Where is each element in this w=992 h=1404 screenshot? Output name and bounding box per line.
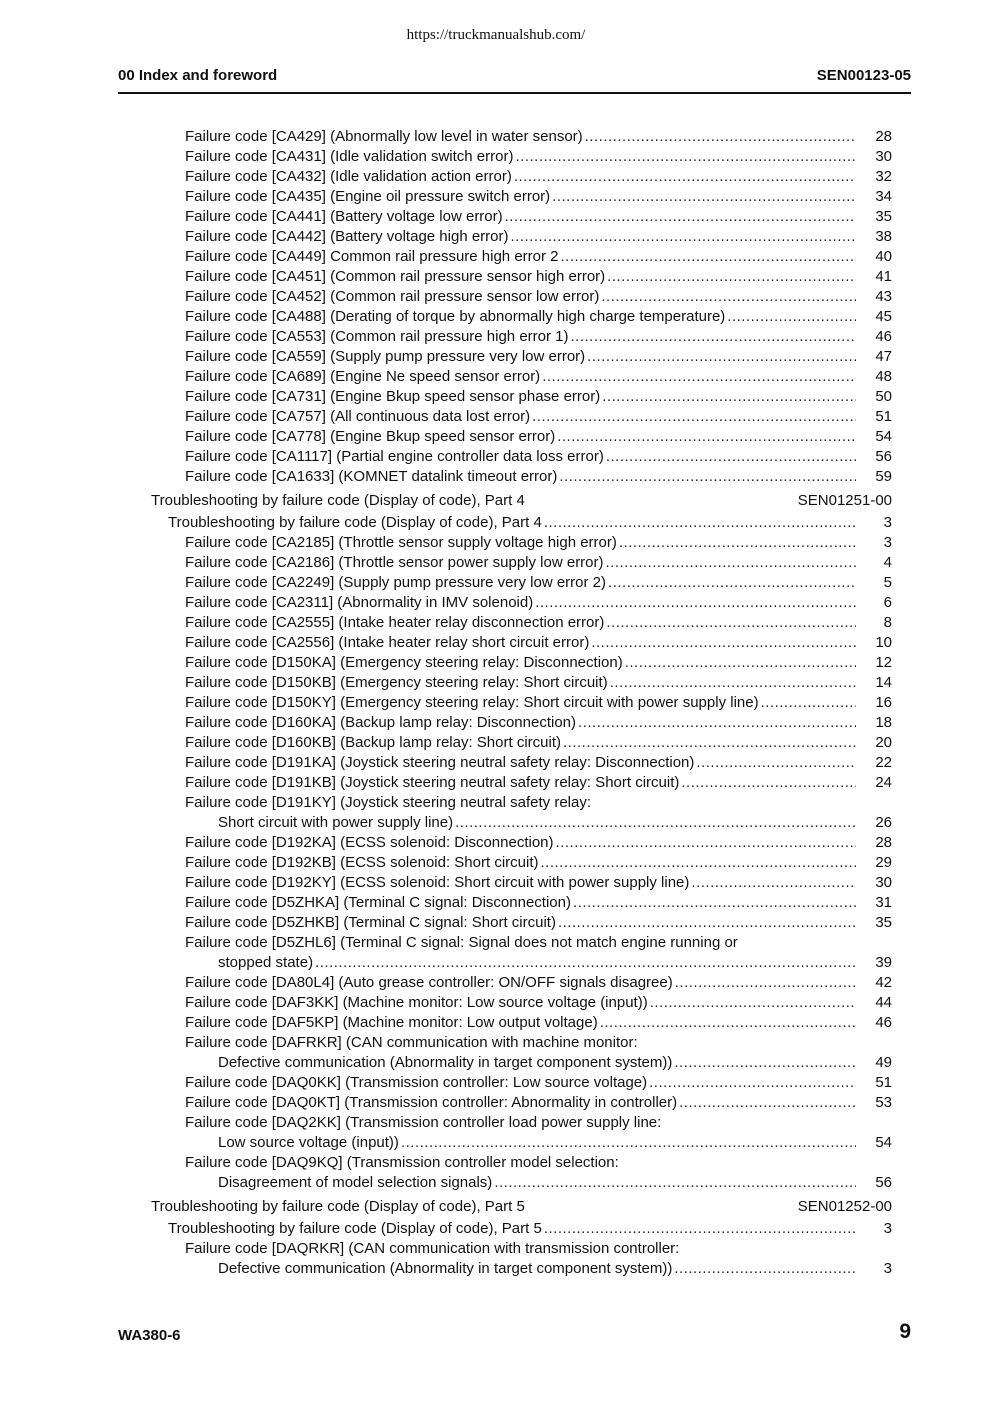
toc-entry[interactable] — [0, 693, 992, 713]
toc-entry-page: 20 — [875, 734, 892, 751]
toc-entry-page: 41 — [875, 268, 892, 285]
toc-entry-title: Failure code [DAQ0KT] (Transmission controller: Abnormality in controller) — [185, 1094, 678, 1111]
toc-entry[interactable] — [0, 833, 992, 853]
toc-entry[interactable] — [0, 633, 992, 653]
toc-entry-title: Failure code [D192KB] (ECSS solenoid: Short circuit) — [185, 854, 539, 871]
toc-entry-page: 54 — [875, 1134, 892, 1151]
source-url: https://truckmanualshub.com/ — [406, 27, 586, 43]
dot-leader — [606, 613, 856, 633]
toc-entry-title: Failure code [DAQRKR] (CAN communication with transmission controller: — [185, 1240, 680, 1257]
toc-entry[interactable] — [0, 287, 992, 307]
toc-entry-title: Failure code [DAF3KK] (Machine monitor: Low source voltage (input)) — [185, 994, 648, 1011]
toc-entry-title: Failure code [D191KA] (Joystick steering neutral safety relay: Disconnection) — [185, 754, 695, 771]
toc-entry[interactable] — [0, 533, 992, 553]
toc-entry-page: 30 — [875, 874, 892, 891]
dot-leader — [761, 693, 856, 713]
toc-entry-page: 53 — [875, 1094, 892, 1111]
toc-entry-page: 59 — [875, 468, 892, 485]
dot-leader — [587, 347, 856, 367]
toc-entry[interactable] — [0, 813, 992, 833]
toc-entry-page: 14 — [875, 674, 892, 691]
toc-entry-title: Failure code [CA451] (Common rail pressure sensor high error) — [185, 268, 606, 285]
toc-entry-title: Failure code [CA441] (Battery voltage low error) — [185, 208, 503, 225]
toc-entry-page: 10 — [875, 634, 892, 651]
toc-entry-page: 8 — [883, 614, 892, 631]
toc-entry-title: Failure code [D150KB] (Emergency steering relay: Short circuit) — [185, 674, 608, 691]
toc-section-entry[interactable] — [0, 1195, 992, 1219]
toc-entry[interactable] — [0, 387, 992, 407]
dot-leader — [674, 1053, 856, 1073]
toc-entry[interactable] — [0, 1033, 992, 1053]
dot-leader — [578, 713, 856, 733]
toc-entry-page: 38 — [875, 228, 892, 245]
toc-entry-title: stopped state) — [218, 954, 314, 971]
header-rule — [118, 92, 911, 94]
toc-entry-page: 5 — [883, 574, 892, 591]
dot-leader — [607, 267, 856, 287]
toc-entry-title: Failure code [CA449] Common rail pressure high error 2 — [185, 248, 559, 265]
toc-entry-page: 3 — [883, 1220, 892, 1237]
toc-entry-page: 18 — [875, 714, 892, 731]
toc-entry[interactable] — [0, 1133, 992, 1153]
toc-entry-title: Failure code [D5ZHKB] (Terminal C signal: Short circuit) — [185, 914, 556, 931]
toc-entry[interactable] — [0, 573, 992, 593]
toc-entry-page: 35 — [875, 208, 892, 225]
toc-entry-title: Troubleshooting by failure code (Display of code), Part 4 — [168, 514, 542, 531]
toc-entry[interactable] — [0, 1259, 992, 1279]
toc-entry-page: 28 — [875, 128, 892, 145]
dot-leader — [650, 993, 856, 1013]
toc-entry-title: Failure code [D191KB] (Joystick steering neutral safety relay: Short circuit) — [185, 774, 680, 791]
toc-entry-title: Troubleshooting by failure code (Display of code), Part 5 — [168, 1220, 542, 1237]
toc-entry-page: 42 — [875, 974, 892, 991]
toc-entry-title: Failure code [CA435] (Engine oil pressure switch error) — [185, 188, 551, 205]
toc-entry[interactable] — [0, 713, 992, 733]
dot-leader — [557, 427, 856, 447]
dot-leader — [515, 147, 856, 167]
toc-entry-title: Failure code [D160KB] (Backup lamp relay: Short circuit) — [185, 734, 561, 751]
dot-leader — [591, 633, 856, 653]
dot-leader — [675, 973, 856, 993]
toc-entry-page: 56 — [875, 1174, 892, 1191]
dot-leader — [610, 673, 856, 693]
toc-entry[interactable] — [0, 993, 992, 1013]
dot-leader — [552, 187, 856, 207]
toc-entry[interactable] — [0, 347, 992, 367]
dot-leader — [674, 1259, 856, 1279]
toc-entry-page: 12 — [875, 654, 892, 671]
toc-entry-title: Failure code [D192KA] (ECSS solenoid: Disconnection) — [185, 834, 554, 851]
toc-entry-title: Disagreement of model selection signals) — [218, 1174, 493, 1191]
dot-leader — [494, 1173, 856, 1193]
dot-leader — [505, 207, 856, 227]
dot-leader — [571, 327, 857, 347]
toc-entry[interactable] — [0, 327, 992, 347]
dot-leader — [625, 653, 856, 673]
toc-entry-page: 30 — [875, 148, 892, 165]
dot-leader — [608, 573, 856, 593]
toc-entry[interactable] — [0, 513, 992, 533]
dot-leader — [541, 853, 857, 873]
toc-entry-title: Failure code [CA431] (Idle validation switch error) — [185, 148, 514, 165]
toc-entry-title: Failure code [CA432] (Idle validation action error) — [185, 168, 512, 185]
toc-entry-title: Failure code [CA778] (Engine Bkup speed sensor error) — [185, 428, 556, 445]
toc-entry[interactable] — [0, 753, 992, 773]
dot-leader — [573, 893, 856, 913]
toc-entry[interactable] — [0, 673, 992, 693]
toc-entry-page: 45 — [875, 308, 892, 325]
dot-leader — [556, 833, 856, 853]
toc-entry-page: 3 — [883, 534, 892, 551]
toc-entry-page: 49 — [875, 1054, 892, 1071]
toc-entry-title: Failure code [CA2311] (Abnormality in IMV solenoid) — [185, 594, 534, 611]
toc-entry-doc-code: SEN01251-00 — [797, 492, 892, 509]
toc-entry-title: Failure code [CA2186] (Throttle sensor power supply low error) — [185, 554, 604, 571]
toc-entry[interactable] — [0, 773, 992, 793]
toc-entry[interactable] — [0, 207, 992, 227]
toc-entry-title: Defective communication (Abnormality in target component system)) — [218, 1054, 673, 1071]
toc-entry[interactable] — [0, 613, 992, 633]
toc-entry-doc-code: SEN01252-00 — [797, 1198, 892, 1215]
toc-entry-title: Failure code [D160KA] (Backup lamp relay: Disconnection) — [185, 714, 577, 731]
toc-entry-title: Failure code [DAQ9KQ] (Transmission controller model selection: — [185, 1154, 619, 1171]
toc-entry[interactable] — [0, 467, 992, 487]
toc-entry-title: Troubleshooting by failure code (Display of code), Part 5 — [151, 1198, 525, 1215]
dot-leader — [691, 873, 856, 893]
dot-leader — [455, 813, 856, 833]
toc-entry-page: 39 — [875, 954, 892, 971]
toc-entry-page: 16 — [875, 694, 892, 711]
toc-entry-title: Failure code [CA757] (All continuous data lost error) — [185, 408, 531, 425]
toc-entry[interactable] — [0, 167, 992, 187]
dot-leader — [535, 593, 856, 613]
dot-leader — [559, 467, 856, 487]
toc-entry-page: 40 — [875, 248, 892, 265]
toc-entry[interactable] — [0, 1073, 992, 1093]
dot-leader — [649, 1073, 856, 1093]
toc-entry-title: Failure code [CA731] (Engine Bkup speed sensor phase error) — [185, 388, 601, 405]
toc-entry-page: 56 — [875, 448, 892, 465]
toc-entry-page: 43 — [875, 288, 892, 305]
toc-entry[interactable] — [0, 873, 992, 893]
dot-leader — [401, 1133, 856, 1153]
table-of-contents — [0, 127, 992, 1279]
dot-leader — [544, 1219, 856, 1239]
dot-leader — [532, 407, 856, 427]
toc-entry[interactable] — [0, 1113, 992, 1133]
toc-entry[interactable] — [0, 447, 992, 467]
dot-leader — [681, 773, 856, 793]
toc-entry-title: Failure code [DAQ2KK] (Transmission controller load power supply line: — [185, 1114, 662, 1131]
dot-leader — [600, 1013, 856, 1033]
toc-entry-title: Defective communication (Abnormality in target component system)) — [218, 1260, 673, 1277]
dot-leader — [542, 367, 856, 387]
toc-entry-title: Failure code [CA442] (Battery voltage high error) — [185, 228, 509, 245]
toc-entry[interactable] — [0, 427, 992, 447]
toc-section-entry[interactable] — [0, 489, 992, 513]
toc-entry[interactable] — [0, 853, 992, 873]
toc-entry[interactable] — [0, 187, 992, 207]
toc-entry-title: Failure code [D191KY] (Joystick steering neutral safety relay: — [185, 794, 592, 811]
toc-entry-title: Failure code [D5ZHL6] (Terminal C signal: Signal does not match engine running or — [185, 934, 738, 951]
toc-entry[interactable] — [0, 1173, 992, 1193]
toc-entry-page: 54 — [875, 428, 892, 445]
machine-model: WA380-6 — [118, 1327, 181, 1344]
toc-entry-title: Troubleshooting by failure code (Display of code), Part 4 — [151, 492, 525, 509]
toc-entry-page: 3 — [883, 514, 892, 531]
toc-entry-title: Low source voltage (input)) — [218, 1134, 399, 1151]
toc-entry-title: Failure code [D192KY] (ECSS solenoid: Short circuit with power supply line) — [185, 874, 690, 891]
toc-entry[interactable] — [0, 793, 992, 813]
toc-entry-title: Failure code [CA553] (Common rail pressure high error 1) — [185, 328, 569, 345]
toc-entry[interactable] — [0, 307, 992, 327]
dot-leader — [561, 247, 857, 267]
dot-leader — [606, 553, 856, 573]
toc-entry[interactable] — [0, 127, 992, 147]
dot-leader — [585, 127, 856, 147]
toc-entry-title: Failure code [DAFRKR] (CAN communication with machine monitor: — [185, 1034, 638, 1051]
toc-entry-title: Failure code [CA452] (Common rail pressure sensor low error) — [185, 288, 600, 305]
toc-entry[interactable] — [0, 247, 992, 267]
toc-entry-page: 26 — [875, 814, 892, 831]
toc-entry-title: Failure code [CA429] (Abnormally low level in water sensor) — [185, 128, 583, 145]
toc-entry-title: Failure code [CA1117] (Partial engine controller data loss error) — [185, 448, 604, 465]
toc-entry-page: 51 — [875, 408, 892, 425]
toc-entry[interactable] — [0, 893, 992, 913]
dot-leader — [511, 227, 857, 247]
toc-entry[interactable] — [0, 267, 992, 287]
dot-leader — [514, 167, 856, 187]
toc-entry-page: 31 — [875, 894, 892, 911]
toc-entry-title: Failure code [DA80L4] (Auto grease controller: ON/OFF signals disagree) — [185, 974, 673, 991]
dot-leader — [558, 913, 856, 933]
toc-entry-title: Failure code [D5ZHKA] (Terminal C signal: Disconnection) — [185, 894, 571, 911]
toc-entry-title: Failure code [CA2556] (Intake heater relay short circuit error) — [185, 634, 590, 651]
toc-entry-title: Failure code [CA689] (Engine Ne speed sensor error) — [185, 368, 541, 385]
toc-entry-title: Failure code [CA2185] (Throttle sensor supply voltage high error) — [185, 534, 617, 551]
toc-entry[interactable] — [0, 1013, 992, 1033]
dot-leader — [601, 287, 856, 307]
page-number: 9 — [899, 1320, 911, 1343]
toc-entry[interactable] — [0, 653, 992, 673]
toc-entry-title: Failure code [D150KA] (Emergency steering relay: Disconnection) — [185, 654, 623, 671]
toc-entry[interactable] — [0, 147, 992, 167]
dot-leader — [727, 307, 856, 327]
toc-entry-page: 46 — [875, 328, 892, 345]
toc-entry-title: Short circuit with power supply line) — [218, 814, 454, 831]
toc-entry[interactable] — [0, 733, 992, 753]
toc-entry-title: Failure code [CA559] (Supply pump pressure very low error) — [185, 348, 586, 365]
toc-entry-page: 4 — [883, 554, 892, 571]
toc-entry-page: 6 — [883, 594, 892, 611]
dot-leader — [563, 733, 856, 753]
section-title: 00 Index and foreword — [118, 67, 278, 84]
toc-entry-title: Failure code [DAF5KP] (Machine monitor: Low output voltage) — [185, 1014, 598, 1031]
dot-leader — [315, 953, 856, 973]
toc-entry-page: 35 — [875, 914, 892, 931]
dot-leader — [602, 387, 856, 407]
toc-entry-title: Failure code [CA2249] (Supply pump pressure very low error 2) — [185, 574, 607, 591]
toc-entry[interactable] — [0, 407, 992, 427]
dot-leader — [619, 533, 856, 553]
toc-entry-page: 22 — [875, 754, 892, 771]
toc-entry[interactable] — [0, 913, 992, 933]
toc-entry[interactable] — [0, 367, 992, 387]
dot-leader — [679, 1093, 856, 1113]
toc-entry[interactable] — [0, 973, 992, 993]
toc-entry[interactable] — [0, 1153, 992, 1173]
toc-entry-page: 50 — [875, 388, 892, 405]
toc-entry-page: 24 — [875, 774, 892, 791]
toc-entry[interactable] — [0, 1239, 992, 1259]
toc-entry-title: Failure code [CA2555] (Intake heater relay disconnection error) — [185, 614, 605, 631]
toc-entry-title: Failure code [D150KY] (Emergency steering relay: Short circuit with power supply line) — [185, 694, 759, 711]
toc-entry[interactable] — [0, 1093, 992, 1113]
toc-entry[interactable] — [0, 1053, 992, 1073]
document-code: SEN00123-05 — [816, 67, 911, 84]
dot-leader — [696, 753, 856, 773]
toc-entry[interactable] — [0, 953, 992, 973]
toc-entry[interactable] — [0, 1219, 992, 1239]
toc-entry-page: 46 — [875, 1014, 892, 1031]
toc-entry-page: 29 — [875, 854, 892, 871]
toc-entry-title: Failure code [DAQ0KK] (Transmission controller: Low source voltage) — [185, 1074, 648, 1091]
toc-entry-page: 51 — [875, 1074, 892, 1091]
dot-leader — [544, 513, 856, 533]
toc-entry[interactable] — [0, 933, 992, 953]
toc-entry-page: 47 — [875, 348, 892, 365]
toc-entry-title: Failure code [CA488] (Derating of torque by abnormally high charge temperature) — [185, 308, 726, 325]
dot-leader — [606, 447, 856, 467]
toc-entry[interactable] — [0, 593, 992, 613]
toc-entry-page: 48 — [875, 368, 892, 385]
toc-entry-page: 3 — [883, 1260, 892, 1277]
toc-entry[interactable] — [0, 553, 992, 573]
toc-entry-page: 34 — [875, 188, 892, 205]
toc-entry-page: 32 — [875, 168, 892, 185]
toc-entry[interactable] — [0, 227, 992, 247]
toc-entry-title: Failure code [CA1633] (KOMNET datalink timeout error) — [185, 468, 558, 485]
toc-entry-page: 44 — [875, 994, 892, 1011]
toc-entry-page: 28 — [875, 834, 892, 851]
